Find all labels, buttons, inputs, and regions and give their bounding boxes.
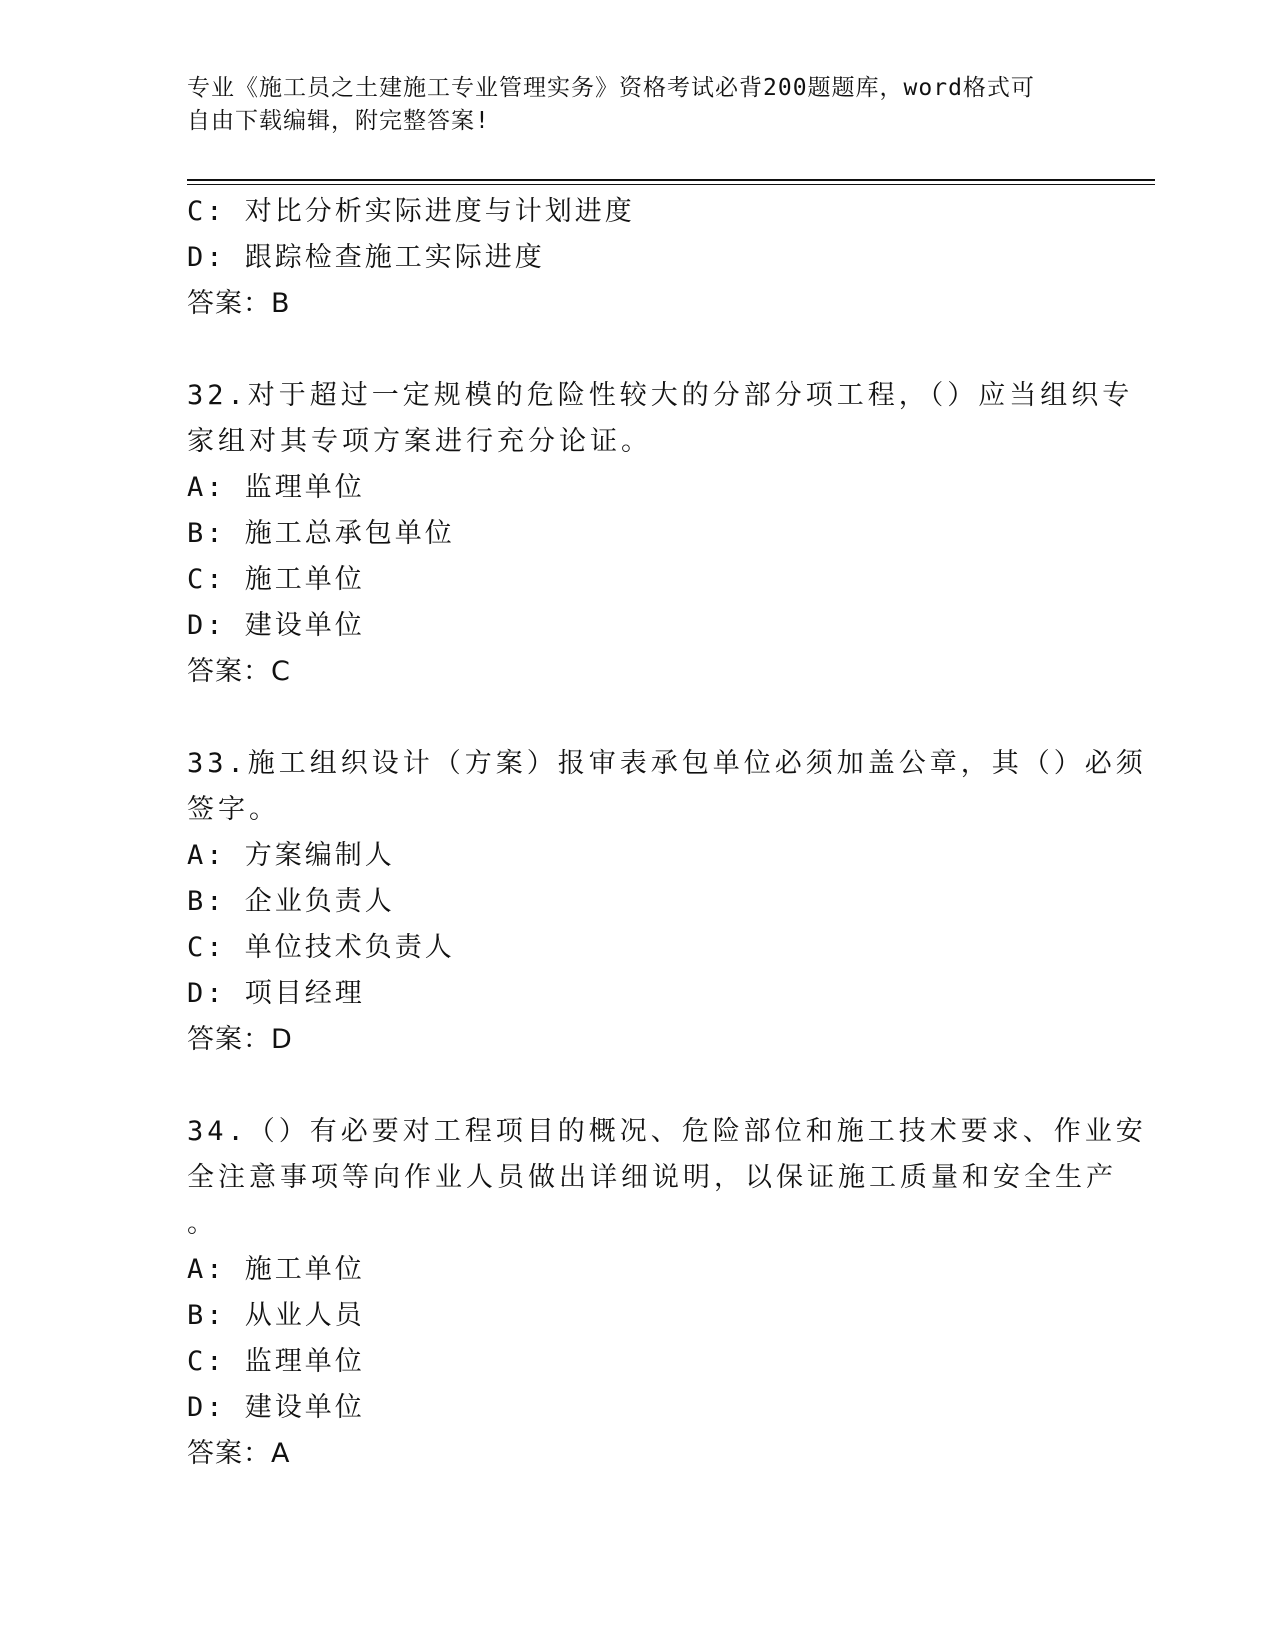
question-text-line: 32.对于超过一定规模的危险性较大的分部分项工程，（）应当组织专 <box>187 380 1134 411</box>
question-32 <box>187 373 1134 695</box>
option-d: D: 建设单位 <box>187 1392 365 1423</box>
question-34 <box>187 1109 1147 1477</box>
header-divider-thick <box>187 179 1155 181</box>
option-c: C: 单位技术负责人 <box>187 932 455 963</box>
option-b: B: 企业负责人 <box>187 886 395 917</box>
answer-line: 答案：A <box>187 1438 291 1469</box>
option-d: D: 跟踪检查施工实际进度 <box>187 242 545 273</box>
header-line-2: 自由下载编辑，附完整答案! <box>187 108 490 134</box>
spacer <box>187 327 1077 373</box>
header-divider-thin <box>187 184 1155 185</box>
option-a: A: 方案编制人 <box>187 840 395 871</box>
question-text-line: 家组对其专项方案进行充分论证。 <box>187 426 652 457</box>
question-text-line: 签字。 <box>187 794 280 825</box>
answer-line: 答案：C <box>187 656 291 687</box>
header-line-1: 专业《施工员之土建施工专业管理实务》资格考试必背200题题库，word格式可 <box>187 75 1035 101</box>
option-b: B: 从业人员 <box>187 1300 365 1331</box>
spacer <box>187 1063 1077 1109</box>
page-header <box>187 72 1067 138</box>
document-body <box>187 189 1147 1477</box>
spacer <box>187 695 1077 741</box>
option-d: D: 项目经理 <box>187 978 365 1009</box>
answer-line: 答案：B <box>187 288 291 319</box>
option-c: C: 施工单位 <box>187 564 365 595</box>
option-b: B: 施工总承包单位 <box>187 518 455 549</box>
question-text-line: 全注意事项等向作业人员做出详细说明，以保证施工质量和安全生产 <box>187 1162 1117 1193</box>
option-a: A: 监理单位 <box>187 472 365 503</box>
option-d: D: 建设单位 <box>187 610 365 641</box>
question-text-line: 。 <box>187 1208 218 1239</box>
option-c: C: 对比分析实际进度与计划进度 <box>187 196 635 227</box>
question-text-line: 34.（）有必要对工程项目的概况、危险部位和施工技术要求、作业安 <box>187 1116 1147 1147</box>
question-fragment <box>187 189 1077 327</box>
question-text-line: 33.施工组织设计（方案）报审表承包单位必须加盖公章，其（）必须 <box>187 748 1147 779</box>
option-a: A: 施工单位 <box>187 1254 365 1285</box>
answer-line: 答案：D <box>187 1024 293 1055</box>
option-c: C: 监理单位 <box>187 1346 365 1377</box>
question-33 <box>187 741 1147 1063</box>
